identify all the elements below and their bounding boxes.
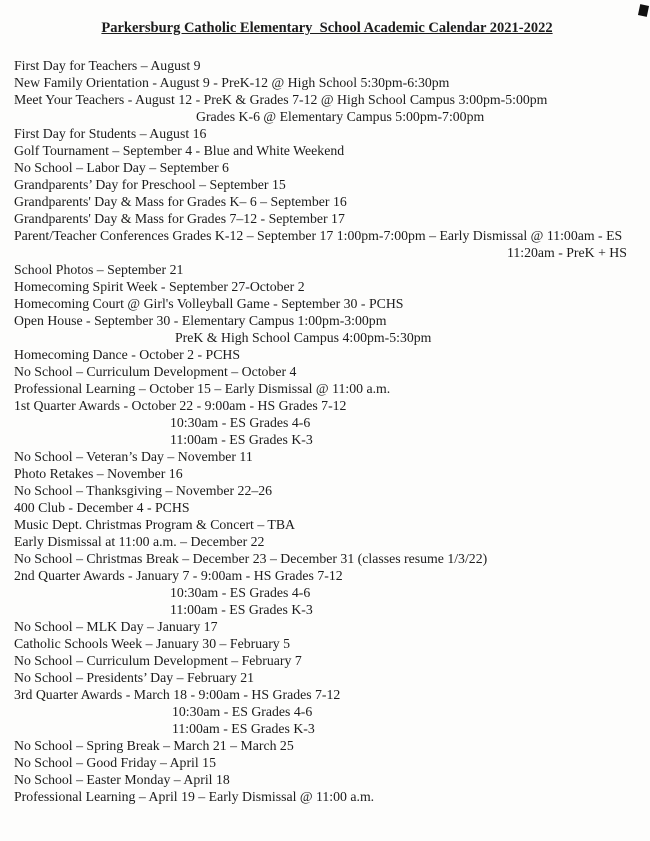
calendar-line xyxy=(14,720,640,737)
calendar-line xyxy=(14,244,640,261)
calendar-line xyxy=(14,363,640,380)
calendar-line xyxy=(14,329,640,346)
line-text: No School – Easter Monday – April 18 xyxy=(14,772,230,787)
line-text: 10:30am - ES Grades 4-6 xyxy=(172,704,313,719)
calendar-line xyxy=(14,550,640,567)
calendar-line xyxy=(14,261,640,278)
calendar-line xyxy=(14,771,640,788)
line-text: No School – Veteran’s Day – November 11 xyxy=(14,449,253,464)
line-text: Parent/Teacher Conferences Grades K-12 – September 17 1:00pm-7:00pm – Early Dismissal @ 11:00am - ES xyxy=(14,228,623,243)
line-text: Grades K-6 @ Elementary Campus 5:00pm-7:00pm xyxy=(196,109,485,124)
calendar-line xyxy=(14,686,640,703)
line-text: School Photos – September 21 xyxy=(14,262,184,277)
calendar-line xyxy=(14,652,640,669)
line-text: 10:30am - ES Grades 4-6 xyxy=(170,415,311,430)
calendar-lines xyxy=(14,57,640,805)
line-text: No School – Thanksgiving – November 22–26 xyxy=(14,483,273,498)
line-text: First Day for Teachers – August 9 xyxy=(14,58,201,73)
line-text: Professional Learning – October 15 – Early Dismissal @ 11:00 a.m. xyxy=(14,381,391,396)
line-text: 400 Club - December 4 - PCHS xyxy=(14,500,190,515)
document-title: Parkersburg Catholic Elementary School Academic Calendar 2021-2022 xyxy=(101,20,553,36)
line-text: Grandparents' Day & Mass for Grades 7–12 - September 17 xyxy=(14,211,345,226)
line-text: Grandparents' Day & Mass for Grades K– 6 – September 16 xyxy=(14,194,347,209)
calendar-line xyxy=(14,108,640,125)
line-text: Early Dismissal at 11:00 a.m. – December 22 xyxy=(14,534,265,549)
calendar-line xyxy=(14,414,640,431)
calendar-line xyxy=(14,176,640,193)
line-text: New Family Orientation - August 9 - PreK-12 @ High School 5:30pm-6:30pm xyxy=(14,75,450,90)
line-text: No School – Presidents’ Day – February 21 xyxy=(14,670,255,685)
line-text: 1st Quarter Awards - October 22 - 9:00am - HS Grades 7-12 xyxy=(14,398,347,413)
calendar-line xyxy=(14,669,640,686)
calendar-line xyxy=(14,448,640,465)
line-text: Music Dept. Christmas Program & Concert – TBA xyxy=(14,517,296,532)
calendar-line xyxy=(14,465,640,482)
line-text: Professional Learning – April 19 – Early Dismissal @ 11:00 a.m. xyxy=(14,789,375,804)
calendar-line xyxy=(14,295,640,312)
calendar-line xyxy=(14,431,640,448)
calendar-line xyxy=(14,74,640,91)
line-text: First Day for Students – August 16 xyxy=(14,126,207,141)
calendar-line xyxy=(14,210,640,227)
calendar-line xyxy=(14,618,640,635)
calendar-line xyxy=(14,278,640,295)
line-text: Photo Retakes – November 16 xyxy=(14,466,183,481)
line-text: 3rd Quarter Awards - March 18 - 9:00am - HS Grades 7-12 xyxy=(14,687,341,702)
calendar-line xyxy=(14,499,640,516)
line-text: No School – Christmas Break – December 23 – December 31 (classes resume 1/3/22) xyxy=(14,551,488,566)
calendar-line xyxy=(14,125,640,142)
calendar-line xyxy=(14,380,640,397)
line-text: 11:00am - ES Grades K-3 xyxy=(172,721,315,736)
calendar-line xyxy=(14,193,640,210)
calendar-line xyxy=(14,601,640,618)
line-text: Meet Your Teachers - August 12 - PreK & Grades 7-12 @ High School Campus 3:00pm-5:00pm xyxy=(14,92,548,107)
calendar-line xyxy=(14,346,640,363)
calendar-line xyxy=(14,142,640,159)
calendar-line xyxy=(14,227,640,244)
line-text: Golf Tournament – September 4 - Blue and White Weekend xyxy=(14,143,345,158)
line-text: Homecoming Spirit Week - September 27-October 2 xyxy=(14,279,305,294)
line-text: No School – Curriculum Development – February 7 xyxy=(14,653,302,668)
line-text: Catholic Schools Week – January 30 – February 5 xyxy=(14,636,291,651)
calendar-line xyxy=(14,567,640,584)
line-text: Homecoming Court @ Girl's Volleyball Game - September 30 - PCHS xyxy=(14,296,404,311)
calendar-line xyxy=(14,788,640,805)
line-text: 11:20am - PreK + HS xyxy=(507,245,627,260)
calendar-line xyxy=(14,584,640,601)
line-text: No School – Good Friday – April 15 xyxy=(14,755,216,770)
line-text: 11:00am - ES Grades K-3 xyxy=(170,602,313,617)
line-text: Grandparents’ Day for Preschool – September 15 xyxy=(14,177,286,192)
line-text: No School – Spring Break – March 21 – March 25 xyxy=(14,738,294,753)
calendar-line xyxy=(14,397,640,414)
calendar-line xyxy=(14,635,640,652)
line-text: No School – Labor Day – September 6 xyxy=(14,160,229,175)
line-text: Open House - September 30 - Elementary Campus 1:00pm-3:00pm xyxy=(14,313,387,328)
calendar-line xyxy=(14,482,640,499)
calendar-line xyxy=(14,737,640,754)
line-text: PreK & High School Campus 4:00pm-5:30pm xyxy=(175,330,432,345)
calendar-line xyxy=(14,91,640,108)
line-text: 10:30am - ES Grades 4-6 xyxy=(170,585,311,600)
calendar-line xyxy=(14,754,640,771)
calendar-line xyxy=(14,159,640,176)
line-text: 2nd Quarter Awards - January 7 - 9:00am - HS Grades 7-12 xyxy=(14,568,343,583)
calendar-line xyxy=(14,533,640,550)
calendar-line xyxy=(14,312,640,329)
calendar-line xyxy=(14,57,640,74)
line-text: Homecoming Dance - October 2 - PCHS xyxy=(14,347,241,362)
line-text: No School – Curriculum Development – October 4 xyxy=(14,364,297,379)
line-text: 11:00am - ES Grades K-3 xyxy=(170,432,313,447)
line-text: No School – MLK Day – January 17 xyxy=(14,619,218,634)
calendar-line xyxy=(14,703,640,720)
calendar-line xyxy=(14,516,640,533)
